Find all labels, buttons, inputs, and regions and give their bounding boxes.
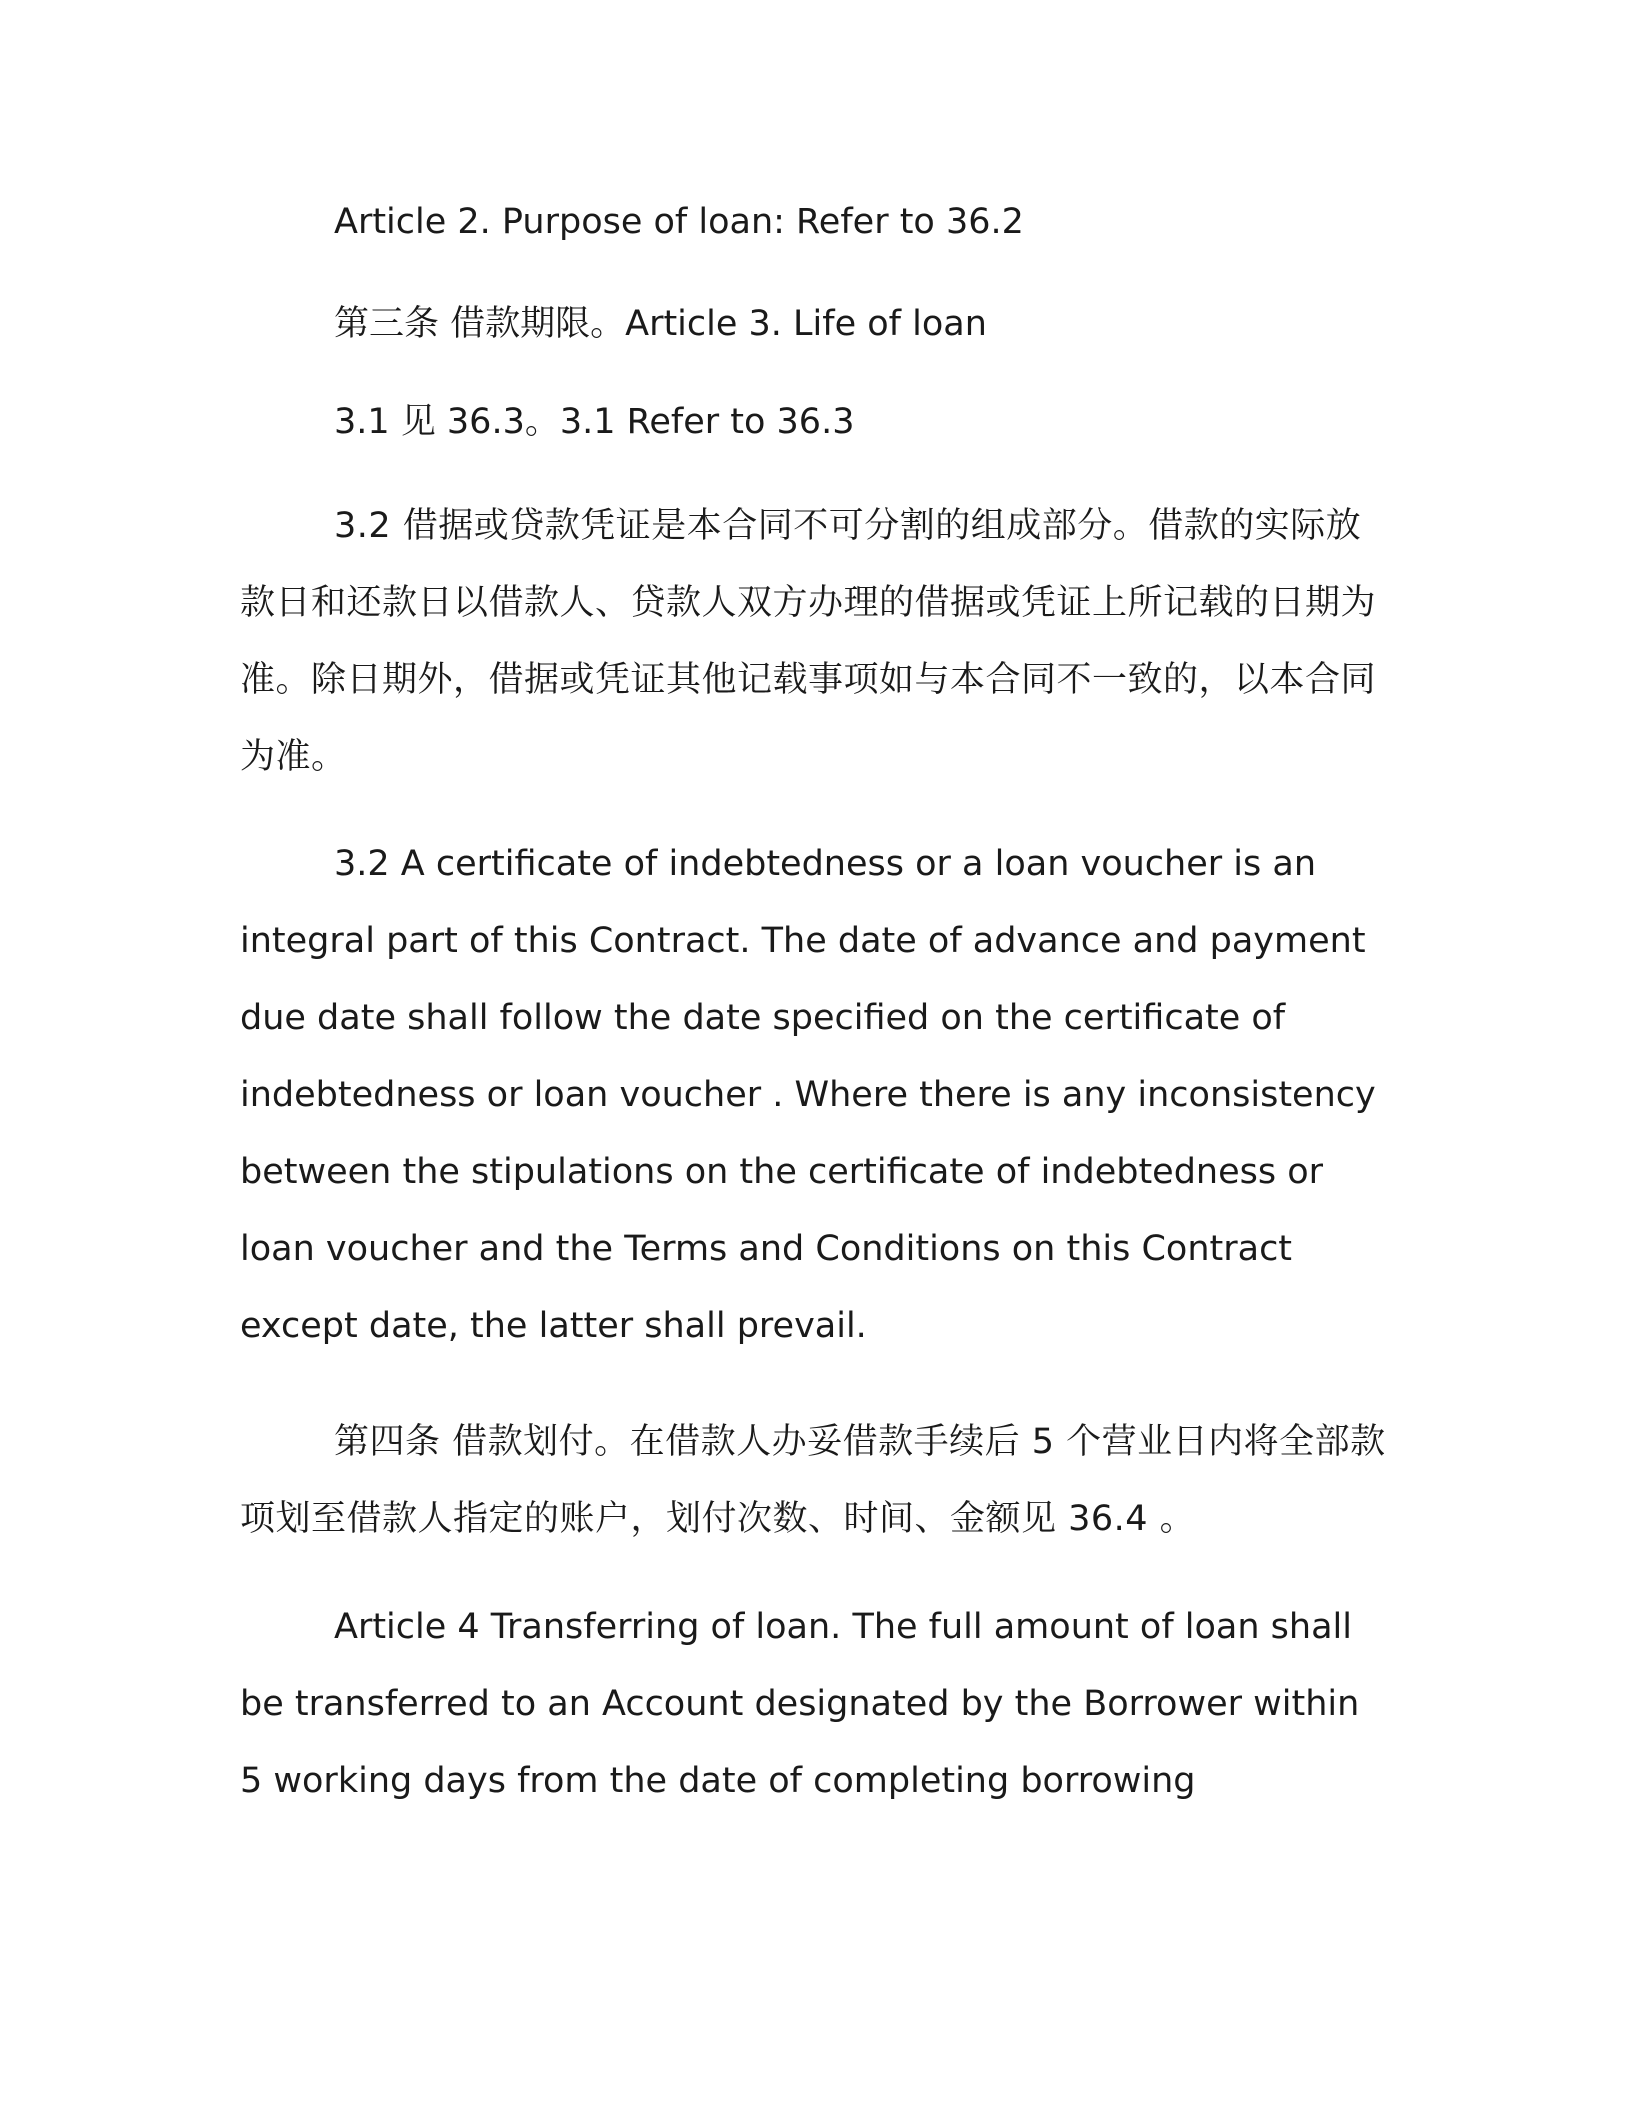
article4-chinese-paragraph: 第四条 借款划付。在借款人办妥借款手续后 5 个营业日内将全部款项划至借款人指定的账户，划付次数、时间、金额见 36.4 。 xyxy=(240,1422,1386,1539)
clause32-english-paragraph: 3.2 A certificate of indebtedness or a loan voucher is an integral part of this Contract. The date of advance and payment due date shall follow the date specified on the certificate of indebtedness or loan voucher . Where there is any inconsistency between the stipulations on the certificate of indebtedness or loan voucher and the Terms and Conditions on this Contract except date, the latter shall prevail. xyxy=(240,844,1376,1346)
clause32-chinese-paragraph: 3.2 借据或贷款凭证是本合同不可分割的组成部分。借款的实际放款日和还款日以借款人、贷款人双方办理的借据或凭证上所记载的日期为准。除日期外，借据或凭证其他记载事项如与本合同不一致的，以本合同为准。 xyxy=(240,506,1377,777)
clause31-text: 3.1 见 36.3。3.1 Refer to 36.3 xyxy=(334,402,855,442)
article4-english-paragraph: Article 4 Transferring of loan. The full amount of loan shall be transferred to an Account designated by the Borrower within 5 working days from the date of completing borrowing xyxy=(240,1607,1360,1801)
article3-heading xyxy=(240,302,1390,346)
clause31-line xyxy=(240,400,1390,444)
article2-line xyxy=(240,200,1390,244)
article2-text: Article 2. Purpose of loan: Refer to 36.2 xyxy=(334,202,1024,242)
article3-heading-text: 第三条 借款期限。Article 3. Life of loan xyxy=(334,304,987,344)
